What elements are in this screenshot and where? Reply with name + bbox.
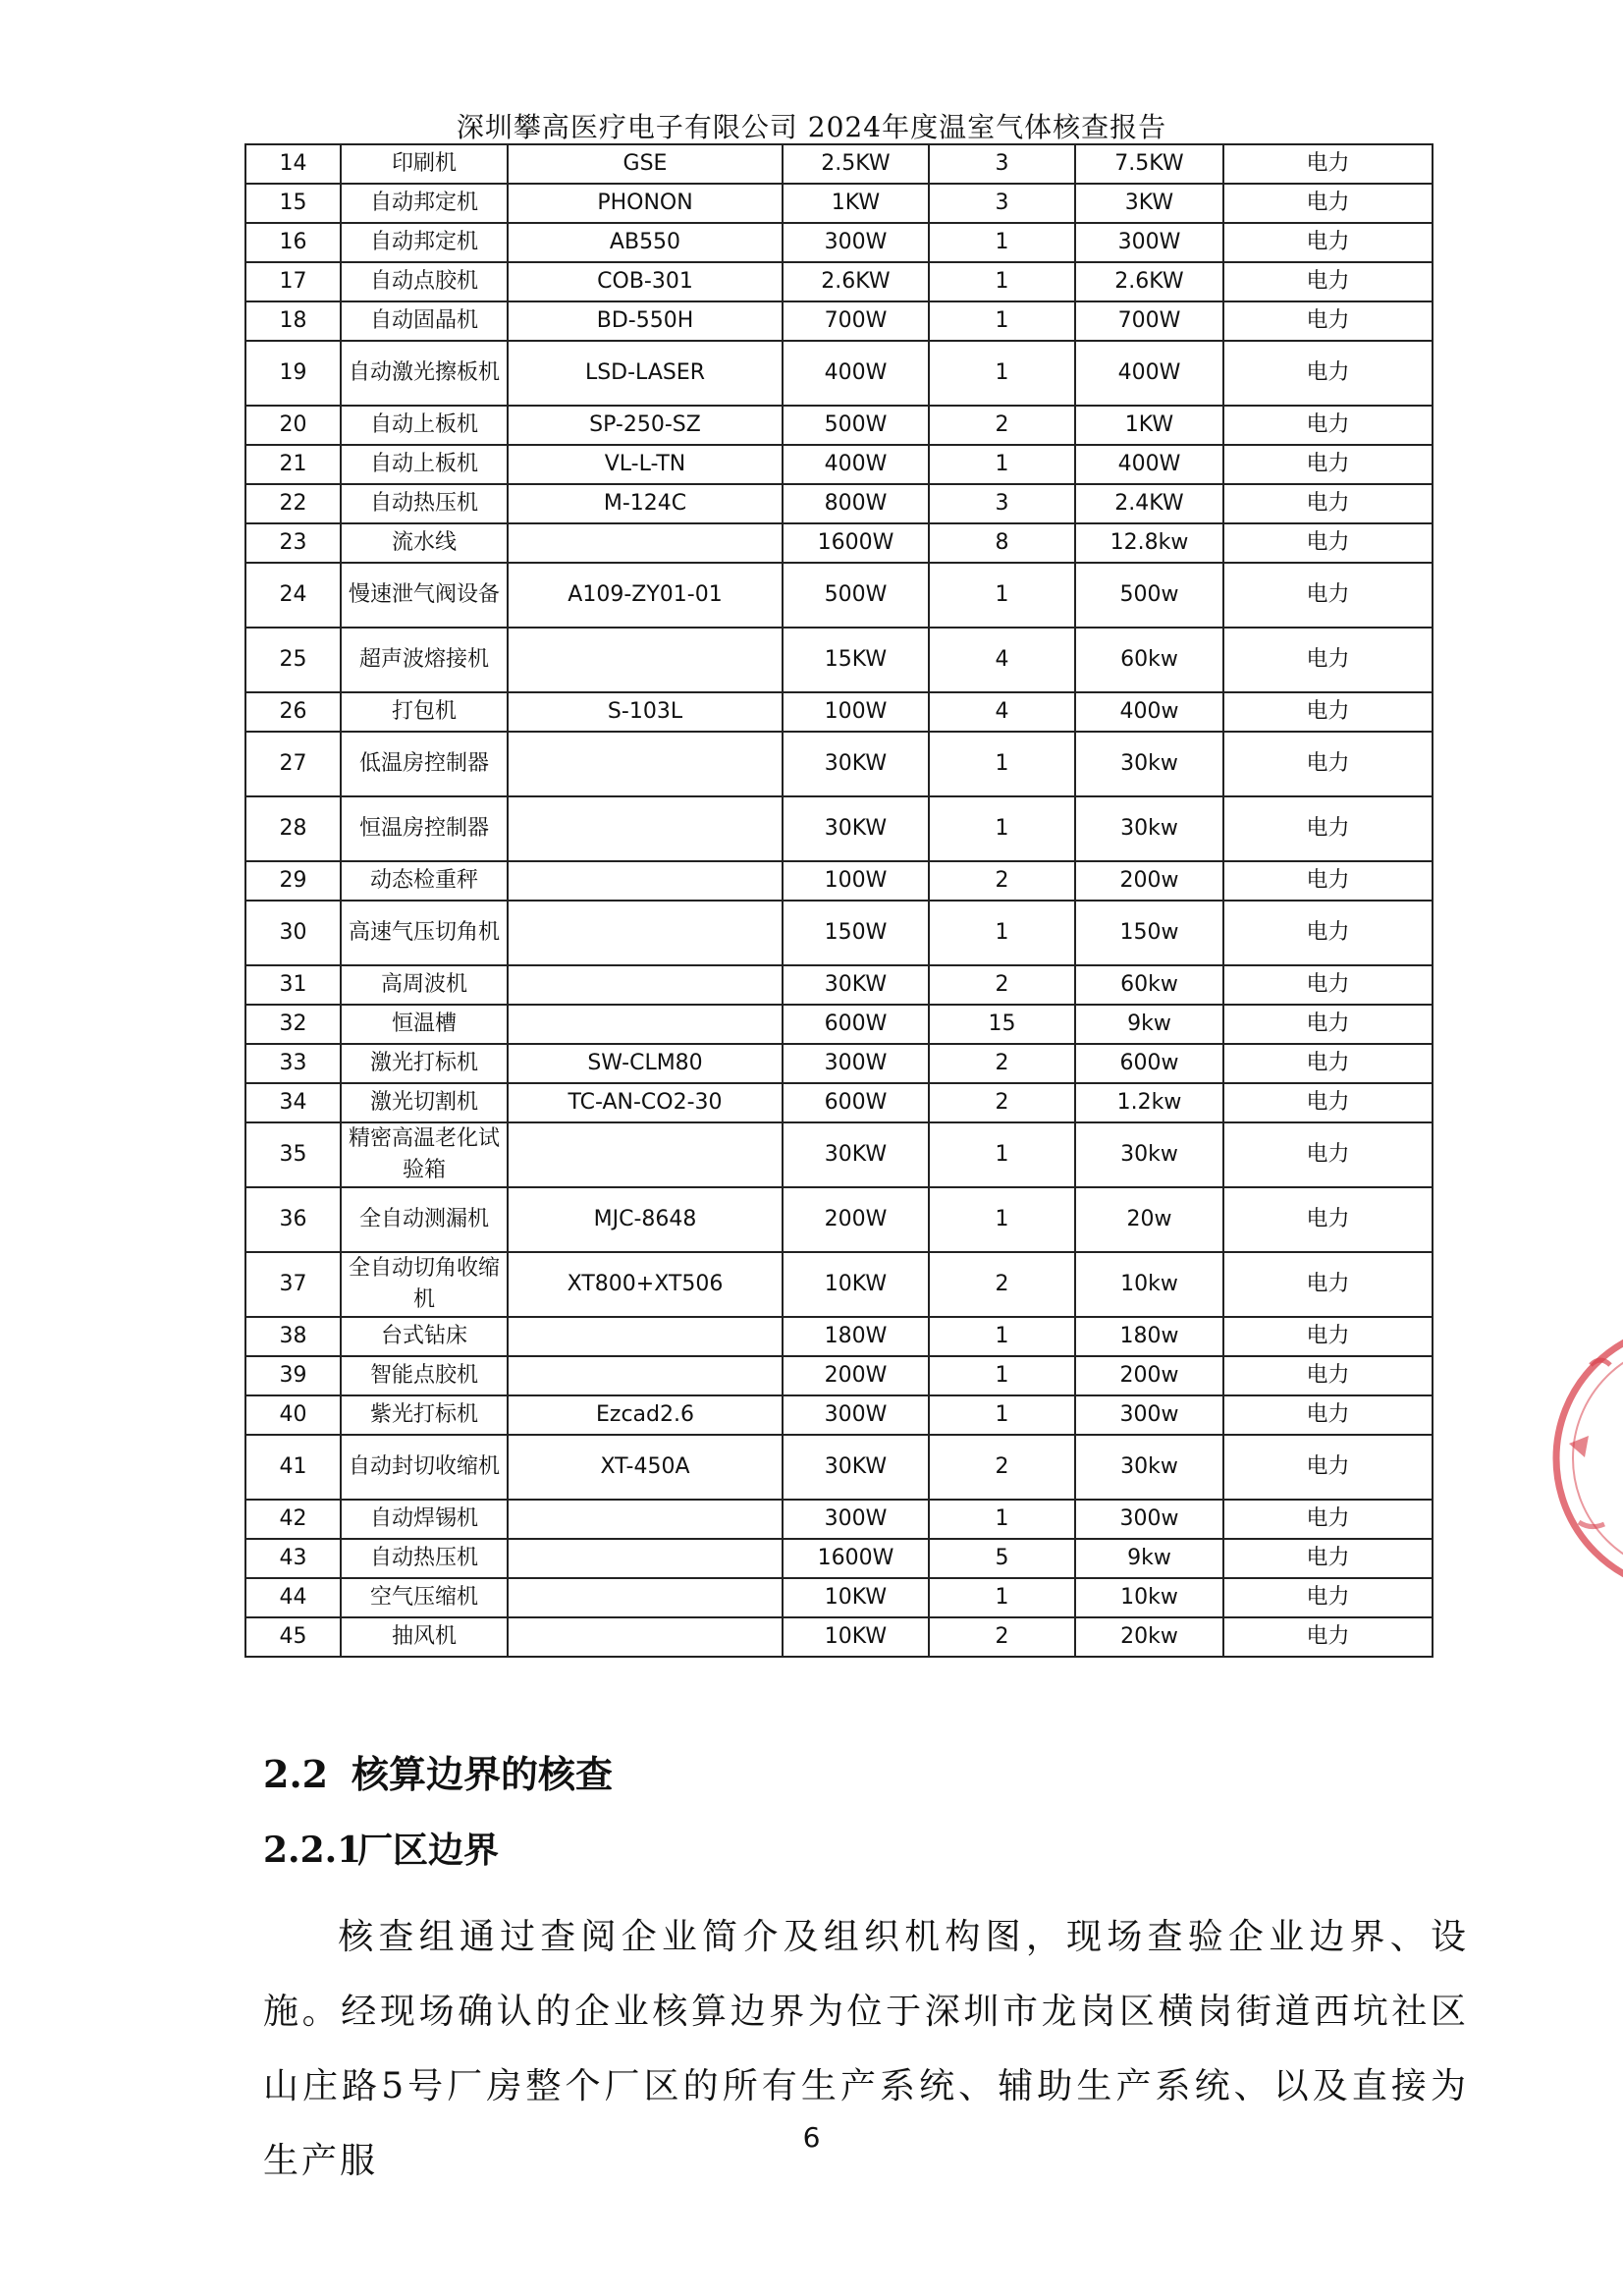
table-row (245, 1356, 1433, 1395)
row-number-cell: 24 (245, 563, 341, 628)
unit-power-cell: 10KW (783, 1617, 929, 1657)
total-power-cell: 400W (1075, 445, 1223, 484)
model-cell: BD-550H (508, 301, 783, 341)
quantity-cell: 8 (929, 523, 1075, 563)
quantity-cell: 1 (929, 262, 1075, 301)
model-cell (508, 861, 783, 901)
energy-type-cell: 电力 (1223, 1578, 1433, 1617)
total-power-cell: 20w (1075, 1187, 1223, 1252)
energy-type-cell: 电力 (1223, 901, 1433, 965)
table-row (245, 1083, 1433, 1122)
quantity-cell: 1 (929, 901, 1075, 965)
unit-power-cell: 30KW (783, 1435, 929, 1500)
table-row (245, 341, 1433, 406)
model-cell (508, 965, 783, 1005)
total-power-cell: 180w (1075, 1317, 1223, 1356)
unit-power-cell: 400W (783, 341, 929, 406)
model-cell (508, 628, 783, 692)
table-row (245, 628, 1433, 692)
quantity-cell: 1 (929, 223, 1075, 262)
total-power-cell: 1KW (1075, 406, 1223, 445)
row-number-cell: 37 (245, 1252, 341, 1317)
equipment-name-cell: 动态检重秤 (341, 861, 508, 901)
model-cell: TC-AN-CO2-30 (508, 1083, 783, 1122)
equipment-name-cell: 精密高温老化试验箱 (341, 1122, 508, 1187)
row-number-cell: 35 (245, 1122, 341, 1187)
table-row (245, 484, 1433, 523)
table-row (245, 262, 1433, 301)
energy-type-cell: 电力 (1223, 144, 1433, 184)
row-number-cell: 31 (245, 965, 341, 1005)
quantity-cell: 4 (929, 628, 1075, 692)
energy-type-cell: 电力 (1223, 1539, 1433, 1578)
table-row (245, 796, 1433, 861)
model-cell: MJC-8648 (508, 1187, 783, 1252)
company-seal-stamp (1532, 1296, 1623, 1620)
row-number-cell: 16 (245, 223, 341, 262)
total-power-cell: 300w (1075, 1500, 1223, 1539)
table-row (245, 1187, 1433, 1252)
quantity-cell: 1 (929, 563, 1075, 628)
row-number-cell: 28 (245, 796, 341, 861)
quantity-cell: 1 (929, 341, 1075, 406)
unit-power-cell: 500W (783, 406, 929, 445)
unit-power-cell: 150W (783, 901, 929, 965)
model-cell: Ezcad2.6 (508, 1395, 783, 1435)
energy-type-cell: 电力 (1223, 965, 1433, 1005)
table-row (245, 1044, 1433, 1083)
model-cell (508, 523, 783, 563)
unit-power-cell: 200W (783, 1356, 929, 1395)
section-heading (263, 1744, 613, 1798)
energy-type-cell: 电力 (1223, 1122, 1433, 1187)
equipment-name-cell: 全自动切角收缩机 (341, 1252, 508, 1317)
equipment-name-cell: 自动焊锡机 (341, 1500, 508, 1539)
total-power-cell: 9kw (1075, 1539, 1223, 1578)
quantity-cell: 5 (929, 1539, 1075, 1578)
unit-power-cell: 300W (783, 1500, 929, 1539)
row-number-cell: 33 (245, 1044, 341, 1083)
quantity-cell: 2 (929, 1617, 1075, 1657)
model-cell (508, 732, 783, 796)
unit-power-cell: 400W (783, 445, 929, 484)
section-title: 核算边界的核查 (352, 1752, 614, 1796)
model-cell (508, 1617, 783, 1657)
equipment-name-cell: 低温房控制器 (341, 732, 508, 796)
table-row (245, 861, 1433, 901)
equipment-name-cell: 激光切割机 (341, 1083, 508, 1122)
row-number-cell: 23 (245, 523, 341, 563)
row-number-cell: 29 (245, 861, 341, 901)
model-cell: VL-L-TN (508, 445, 783, 484)
energy-type-cell: 电力 (1223, 445, 1433, 484)
equipment-name-cell: 自动激光擦板机 (341, 341, 508, 406)
table-row (245, 406, 1433, 445)
unit-power-cell: 600W (783, 1005, 929, 1044)
quantity-cell: 1 (929, 796, 1075, 861)
total-power-cell: 60kw (1075, 965, 1223, 1005)
energy-type-cell: 电力 (1223, 484, 1433, 523)
model-cell: S-103L (508, 692, 783, 732)
row-number-cell: 38 (245, 1317, 341, 1356)
equipment-name-cell: 自动固晶机 (341, 301, 508, 341)
quantity-cell: 3 (929, 484, 1075, 523)
quantity-cell: 2 (929, 1044, 1075, 1083)
unit-power-cell: 100W (783, 861, 929, 901)
energy-type-cell: 电力 (1223, 563, 1433, 628)
row-number-cell: 22 (245, 484, 341, 523)
unit-power-cell: 800W (783, 484, 929, 523)
subsection-heading (263, 1823, 499, 1873)
model-cell: LSD-LASER (508, 341, 783, 406)
equipment-table (244, 143, 1434, 1658)
energy-type-cell: 电力 (1223, 1500, 1433, 1539)
row-number-cell: 43 (245, 1539, 341, 1578)
model-cell (508, 1317, 783, 1356)
equipment-table-body (245, 144, 1433, 1657)
model-cell (508, 901, 783, 965)
row-number-cell: 32 (245, 1005, 341, 1044)
total-power-cell: 10kw (1075, 1252, 1223, 1317)
equipment-name-cell: 智能点胶机 (341, 1356, 508, 1395)
unit-power-cell: 2.5KW (783, 144, 929, 184)
total-power-cell: 9kw (1075, 1005, 1223, 1044)
row-number-cell: 30 (245, 901, 341, 965)
quantity-cell: 2 (929, 965, 1075, 1005)
model-cell: SW-CLM80 (508, 1044, 783, 1083)
total-power-cell: 700W (1075, 301, 1223, 341)
unit-power-cell: 300W (783, 1044, 929, 1083)
equipment-name-cell: 高速气压切角机 (341, 901, 508, 965)
unit-power-cell: 30KW (783, 732, 929, 796)
equipment-name-cell: 自动点胶机 (341, 262, 508, 301)
row-number-cell: 36 (245, 1187, 341, 1252)
table-row (245, 692, 1433, 732)
energy-type-cell: 电力 (1223, 1435, 1433, 1500)
table-row (245, 223, 1433, 262)
total-power-cell: 30kw (1075, 796, 1223, 861)
total-power-cell: 2.4KW (1075, 484, 1223, 523)
unit-power-cell: 30KW (783, 1122, 929, 1187)
model-cell: M-124C (508, 484, 783, 523)
quantity-cell: 1 (929, 732, 1075, 796)
row-number-cell: 44 (245, 1578, 341, 1617)
row-number-cell: 14 (245, 144, 341, 184)
energy-type-cell: 电力 (1223, 1356, 1433, 1395)
total-power-cell: 60kw (1075, 628, 1223, 692)
subsection-number: 2.2.1 (263, 1830, 362, 1871)
quantity-cell: 2 (929, 1435, 1075, 1500)
table-row (245, 1395, 1433, 1435)
energy-type-cell: 电力 (1223, 1252, 1433, 1317)
table-row (245, 184, 1433, 223)
equipment-name-cell: 印刷机 (341, 144, 508, 184)
table-row (245, 901, 1433, 965)
table-row (245, 1617, 1433, 1657)
model-cell: COB-301 (508, 262, 783, 301)
total-power-cell: 1.2kw (1075, 1083, 1223, 1122)
energy-type-cell: 电力 (1223, 861, 1433, 901)
quantity-cell: 3 (929, 184, 1075, 223)
quantity-cell: 1 (929, 1356, 1075, 1395)
row-number-cell: 41 (245, 1435, 341, 1500)
table-row (245, 1435, 1433, 1500)
energy-type-cell: 电力 (1223, 796, 1433, 861)
equipment-name-cell: 打包机 (341, 692, 508, 732)
equipment-name-cell: 抽风机 (341, 1617, 508, 1657)
page-number: 6 (802, 2121, 821, 2154)
total-power-cell: 150w (1075, 901, 1223, 965)
unit-power-cell: 15KW (783, 628, 929, 692)
equipment-name-cell: 空气压缩机 (341, 1578, 508, 1617)
unit-power-cell: 10KW (783, 1252, 929, 1317)
total-power-cell: 7.5KW (1075, 144, 1223, 184)
quantity-cell: 2 (929, 861, 1075, 901)
energy-type-cell: 电力 (1223, 732, 1433, 796)
row-number-cell: 45 (245, 1617, 341, 1657)
total-power-cell: 10kw (1075, 1578, 1223, 1617)
table-row (245, 1539, 1433, 1578)
table-row (245, 563, 1433, 628)
quantity-cell: 4 (929, 692, 1075, 732)
row-number-cell: 40 (245, 1395, 341, 1435)
model-cell (508, 1005, 783, 1044)
equipment-name-cell: 高周波机 (341, 965, 508, 1005)
model-cell (508, 1500, 783, 1539)
table-row (245, 1317, 1433, 1356)
equipment-name-cell: 自动热压机 (341, 484, 508, 523)
equipment-name-cell: 自动封切收缩机 (341, 1435, 508, 1500)
quantity-cell: 2 (929, 1083, 1075, 1122)
table-row (245, 732, 1433, 796)
unit-power-cell: 1600W (783, 1539, 929, 1578)
energy-type-cell: 电力 (1223, 1187, 1433, 1252)
total-power-cell: 400w (1075, 692, 1223, 732)
unit-power-cell: 300W (783, 1395, 929, 1435)
page-header: 深圳攀高医疗电子有限公司 2024年度温室气体核查报告 (456, 111, 1167, 143)
equipment-name-cell: 恒温房控制器 (341, 796, 508, 861)
model-cell (508, 1539, 783, 1578)
model-cell: XT800+XT506 (508, 1252, 783, 1317)
row-number-cell: 19 (245, 341, 341, 406)
table-row (245, 445, 1433, 484)
table-row (245, 1005, 1433, 1044)
energy-type-cell: 电力 (1223, 628, 1433, 692)
quantity-cell: 2 (929, 1252, 1075, 1317)
table-row (245, 144, 1433, 184)
table-row (245, 965, 1433, 1005)
total-power-cell: 12.8kw (1075, 523, 1223, 563)
row-number-cell: 27 (245, 732, 341, 796)
row-number-cell: 34 (245, 1083, 341, 1122)
equipment-name-cell: 自动邦定机 (341, 223, 508, 262)
quantity-cell: 2 (929, 406, 1075, 445)
table-row (245, 1578, 1433, 1617)
model-cell: AB550 (508, 223, 783, 262)
row-number-cell: 17 (245, 262, 341, 301)
row-number-cell: 39 (245, 1356, 341, 1395)
energy-type-cell: 电力 (1223, 1044, 1433, 1083)
equipment-name-cell: 恒温槽 (341, 1005, 508, 1044)
model-cell (508, 1356, 783, 1395)
model-cell: A109-ZY01-01 (508, 563, 783, 628)
equipment-name-cell: 慢速泄气阀设备 (341, 563, 508, 628)
quantity-cell: 1 (929, 1317, 1075, 1356)
total-power-cell: 300w (1075, 1395, 1223, 1435)
unit-power-cell: 100W (783, 692, 929, 732)
row-number-cell: 20 (245, 406, 341, 445)
equipment-name-cell: 自动邦定机 (341, 184, 508, 223)
model-cell (508, 796, 783, 861)
paragraph-text: 核查组通过查阅企业简介及组织机构图，现场查验企业边界、设施。经现场确认的企业核算边界为位于深圳市龙岗区横岗街道西坑社区山庄路5号厂房整个厂区的所有生产系统、辅助生产系统、以及直接为生产服 (263, 1917, 1469, 2181)
total-power-cell: 30kw (1075, 732, 1223, 796)
model-cell: XT-450A (508, 1435, 783, 1500)
table-row (245, 1252, 1433, 1317)
total-power-cell: 600w (1075, 1044, 1223, 1083)
total-power-cell: 400W (1075, 341, 1223, 406)
unit-power-cell: 30KW (783, 965, 929, 1005)
unit-power-cell: 500W (783, 563, 929, 628)
total-power-cell: 30kw (1075, 1122, 1223, 1187)
equipment-name-cell: 自动热压机 (341, 1539, 508, 1578)
equipment-name-cell: 全自动测漏机 (341, 1187, 508, 1252)
unit-power-cell: 10KW (783, 1578, 929, 1617)
quantity-cell: 3 (929, 144, 1075, 184)
model-cell: GSE (508, 144, 783, 184)
quantity-cell: 1 (929, 1578, 1075, 1617)
energy-type-cell: 电力 (1223, 1317, 1433, 1356)
equipment-name-cell: 超声波熔接机 (341, 628, 508, 692)
row-number-cell: 18 (245, 301, 341, 341)
unit-power-cell: 700W (783, 301, 929, 341)
energy-type-cell: 电力 (1223, 406, 1433, 445)
quantity-cell: 1 (929, 1187, 1075, 1252)
table-row (245, 1500, 1433, 1539)
equipment-name-cell: 紫光打标机 (341, 1395, 508, 1435)
energy-type-cell: 电力 (1223, 301, 1433, 341)
quantity-cell: 1 (929, 301, 1075, 341)
equipment-name-cell: 自动上板机 (341, 445, 508, 484)
model-cell: SP-250-SZ (508, 406, 783, 445)
unit-power-cell: 1KW (783, 184, 929, 223)
row-number-cell: 25 (245, 628, 341, 692)
total-power-cell: 2.6KW (1075, 262, 1223, 301)
total-power-cell: 20kw (1075, 1617, 1223, 1657)
unit-power-cell: 2.6KW (783, 262, 929, 301)
row-number-cell: 42 (245, 1500, 341, 1539)
equipment-name-cell: 激光打标机 (341, 1044, 508, 1083)
energy-type-cell: 电力 (1223, 523, 1433, 563)
row-number-cell: 15 (245, 184, 341, 223)
unit-power-cell: 1600W (783, 523, 929, 563)
total-power-cell: 500w (1075, 563, 1223, 628)
energy-type-cell: 电力 (1223, 692, 1433, 732)
energy-type-cell: 电力 (1223, 1083, 1433, 1122)
total-power-cell: 200w (1075, 1356, 1223, 1395)
quantity-cell: 1 (929, 1395, 1075, 1435)
quantity-cell: 15 (929, 1005, 1075, 1044)
total-power-cell: 3KW (1075, 184, 1223, 223)
quantity-cell: 1 (929, 445, 1075, 484)
table-row (245, 1122, 1433, 1187)
unit-power-cell: 300W (783, 223, 929, 262)
subsection-title: 厂区边界 (357, 1830, 500, 1871)
quantity-cell: 1 (929, 1122, 1075, 1187)
energy-type-cell: 电力 (1223, 262, 1433, 301)
energy-type-cell: 电力 (1223, 341, 1433, 406)
row-number-cell: 21 (245, 445, 341, 484)
unit-power-cell: 200W (783, 1187, 929, 1252)
unit-power-cell: 30KW (783, 796, 929, 861)
energy-type-cell: 电力 (1223, 223, 1433, 262)
section-number: 2.2 (263, 1752, 329, 1796)
total-power-cell: 30kw (1075, 1435, 1223, 1500)
equipment-name-cell: 自动上板机 (341, 406, 508, 445)
unit-power-cell: 600W (783, 1083, 929, 1122)
table-row (245, 301, 1433, 341)
model-cell: PHONON (508, 184, 783, 223)
model-cell (508, 1578, 783, 1617)
model-cell (508, 1122, 783, 1187)
body-paragraph (263, 1900, 1469, 2199)
total-power-cell: 300W (1075, 223, 1223, 262)
table-row (245, 523, 1433, 563)
energy-type-cell: 电力 (1223, 1005, 1433, 1044)
total-power-cell: 200w (1075, 861, 1223, 901)
unit-power-cell: 180W (783, 1317, 929, 1356)
energy-type-cell: 电力 (1223, 1395, 1433, 1435)
equipment-name-cell: 流水线 (341, 523, 508, 563)
energy-type-cell: 电力 (1223, 1617, 1433, 1657)
energy-type-cell: 电力 (1223, 184, 1433, 223)
equipment-name-cell: 台式钻床 (341, 1317, 508, 1356)
row-number-cell: 26 (245, 692, 341, 732)
quantity-cell: 1 (929, 1500, 1075, 1539)
